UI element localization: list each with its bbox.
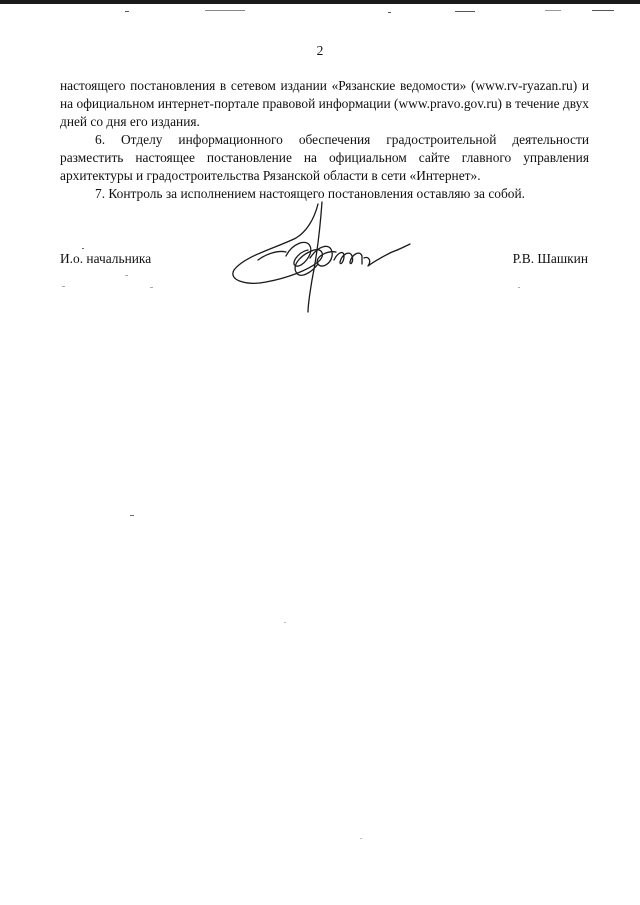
scan-speck	[82, 248, 84, 249]
scan-artifact	[125, 11, 129, 12]
scan-artifact	[545, 10, 561, 11]
paragraph-item-7: 7. Контроль за исполнением настоящего постановления оставляю за собой.	[95, 186, 526, 201]
scan-artifact	[205, 10, 245, 11]
scan-speck	[518, 287, 520, 288]
paragraph-continuation: настоящего постановления в сетевом издании «Рязанские ведомости» (www.rv-ryazan.ru) и на официальном интернет-портале правовой информации (www.pravo.gov.ru) в течение двух дней со дня его издания.	[60, 78, 589, 129]
document-body	[60, 77, 589, 203]
handwritten-signature	[226, 200, 416, 315]
scan-speck	[125, 275, 128, 276]
scan-speck	[62, 286, 65, 287]
scan-artifact	[455, 11, 475, 12]
scan-artifact	[388, 12, 391, 13]
scan-speck	[360, 838, 362, 839]
signatory-name: Р.В. Шашкин	[512, 251, 588, 266]
scan-top-border	[0, 0, 640, 4]
signatory-title: И.о. начальника	[60, 251, 152, 266]
scan-speck	[150, 287, 153, 288]
paragraph-item-6: 6. Отделу информационного обеспечения градостроительной деятельности разместить настоящее постановление на официальном сайте главного управления архитектуры и градостроительства Рязанской области в сети «Интернет».	[60, 132, 589, 183]
page-number: 2	[316, 43, 324, 58]
scan-artifact	[592, 10, 614, 11]
scan-speck	[284, 622, 286, 623]
scan-speck	[130, 515, 134, 516]
